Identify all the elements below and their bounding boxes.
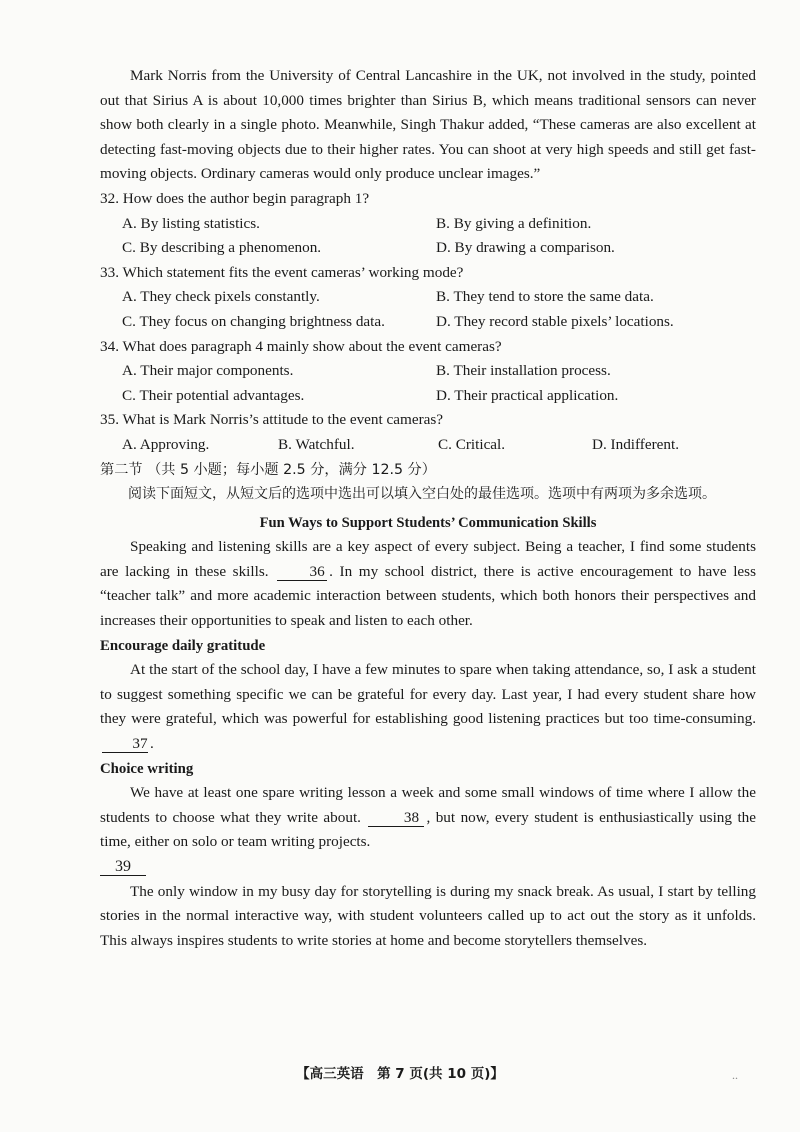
blank-36: 36 [277, 563, 327, 581]
subheading-gratitude: Encourage daily gratitude [100, 637, 266, 654]
gratitude-text-a: At the start of the school day, I have a few minutes to spare when taking attendance, so, I ask a student to suggest something specific we can be grateful for every day. Last year, I had every student share how they were grateful, which was powerful for establishing good listening practices but too time-consuming. [100, 661, 756, 728]
option-b: B. Their installation process. [436, 362, 611, 380]
gratitude-paragraph [100, 658, 756, 756]
blank-39-line [100, 855, 756, 880]
blank-38: 38 [368, 809, 424, 827]
passage-paragraph: Mark Norris from the University of Central Lancashire in the UK, not involved in the study, pointed out that Sirius A is about 10,000 times brighter than Sirius B, which means traditional sensors can never show both clearly in a single photo. Meanwhile, Singh Thakur added, “These cameras are also excellent at detecting fast-moving objects due to their higher rates. You can shoot at very high speeds and still get fast-moving objects. Ordinary cameras would only produce unclear images.” [100, 67, 756, 183]
choice-text-a: We have at least one spare writing lesson a week and some small windows of time where I allow the students to choose what they write about. [100, 784, 756, 826]
question-stem: 32. How does the author begin paragraph 1? [100, 189, 370, 207]
article-title: Fun Ways to Support Students’ Communication Skills [259, 514, 597, 531]
options-group [100, 212, 756, 261]
option-a: A. By listing statistics. [122, 214, 260, 232]
question-stem: 34. What does paragraph 4 mainly show about the event cameras? [100, 337, 502, 355]
intro-text-a: Speaking and listening skills are a key aspect of every subject. Being a teacher, I find some students are lacking in these skills. [100, 538, 756, 580]
corner-mark: .. [732, 1068, 738, 1082]
subheading-choice-writing: Choice writing [100, 760, 194, 777]
page-footer: 【高三英语 第 7 页(共 10 页)】 [296, 1066, 504, 1082]
option-b: B. Watchful. [278, 435, 355, 453]
option-d: D. Indifferent. [592, 435, 680, 453]
options-group [100, 285, 756, 334]
question-34 [100, 335, 756, 409]
option-c: C. Their potential advantages. [122, 386, 305, 404]
option-a: A. They check pixels constantly. [122, 288, 320, 306]
options-group [100, 433, 756, 458]
gratitude-text-b: . [150, 735, 154, 753]
section-heading: 第二节 （共 5 小题；每小题 2.5 分，满分 12.5 分） [100, 461, 436, 478]
option-a: A. Their major components. [122, 362, 294, 380]
question-stem: 35. What is Mark Norris’s attitude to the event cameras? [100, 411, 444, 429]
exam-page [100, 64, 756, 953]
storytelling-paragraph: The only window in my busy day for storytelling is during my snack break. As usual, I start by telling stories in the normal interactive way, with student volunteers called up to act out the story as it unfolds. This always inspires students to write stories at home and become storytellers themselves. [100, 882, 756, 949]
section-instructions: 阅读下面短文，从短文后的选项中选出可以填入空白处的最佳选项。选项中有两项为多余选项。 [128, 486, 716, 503]
option-b: B. By giving a definition. [436, 214, 592, 232]
question-33 [100, 261, 756, 335]
question-stem: 33. Which statement fits the event cameras’ working mode? [100, 263, 464, 281]
choice-text-b: , but now, every student is enthusiastically using the time, either on solo or team writing projects. [100, 808, 757, 851]
option-d: D. They record stable pixels’ locations. [436, 312, 674, 330]
intro-text-b: . In my school district, there is active encouragement to have less “teacher talk” and more academic interaction between students, which both honors their perspectives and increases their opportunities to speak and listen to each other. [100, 562, 756, 630]
question-32 [100, 187, 756, 261]
option-a: A. Approving. [122, 435, 210, 453]
blank-37: 37 [102, 735, 148, 753]
option-d: D. Their practical application. [436, 386, 619, 404]
option-c: C. Critical. [438, 435, 506, 453]
option-c: C. By describing a phenomenon. [122, 239, 322, 257]
option-c: C. They focus on changing brightness data. [122, 312, 385, 330]
question-35 [100, 408, 756, 457]
option-d: D. By drawing a comparison. [436, 239, 615, 257]
blank-39: 39 [100, 858, 146, 876]
option-b: B. They tend to store the same data. [436, 288, 654, 306]
intro-paragraph [100, 535, 756, 633]
options-group [100, 359, 756, 408]
choice-paragraph [100, 781, 756, 855]
